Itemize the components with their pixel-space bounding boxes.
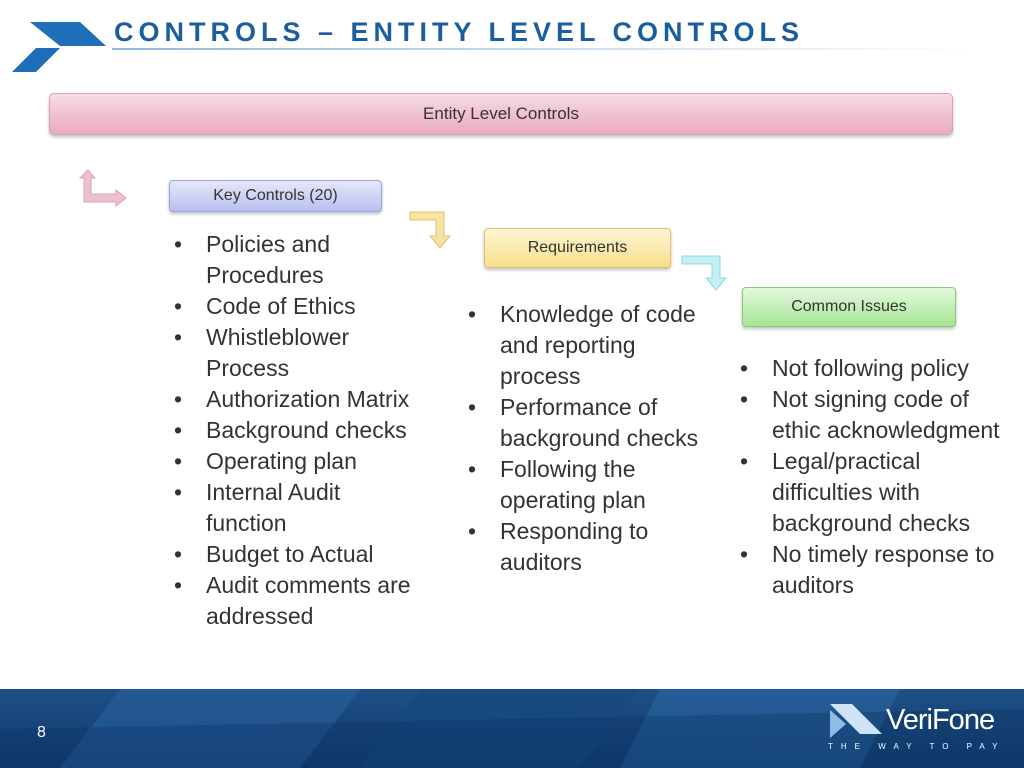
entity-level-controls-label: Entity Level Controls bbox=[423, 104, 579, 123]
pink-bent-arrow-icon bbox=[78, 166, 132, 210]
verifone-logo-icon bbox=[826, 700, 886, 740]
list-item: • Budget to Actual bbox=[174, 541, 374, 567]
list-item: • Knowledge of code and reporting process bbox=[468, 301, 696, 389]
requirements-list bbox=[466, 299, 716, 578]
requirements-label: Requirements bbox=[527, 239, 628, 256]
common-issues-list bbox=[738, 353, 1018, 601]
list-item: • Code of Ethics bbox=[174, 293, 356, 319]
list-item: • No timely response to auditors bbox=[740, 541, 995, 598]
list-item: • Whistleblower Process bbox=[174, 324, 350, 381]
list-item: • Responding to auditors bbox=[468, 518, 649, 575]
verifone-logo bbox=[826, 700, 1006, 756]
list-item: • Policies and Procedures bbox=[174, 231, 331, 288]
page-title: CONTROLS – ENTITY LEVEL CONTROLS bbox=[114, 17, 805, 47]
list-item: • Operating plan bbox=[174, 448, 357, 474]
list-item: • Not signing code of ethic acknowledgment bbox=[740, 386, 1000, 443]
brand-name: VeriFone bbox=[886, 704, 995, 736]
list-item: • Not following policy bbox=[740, 355, 969, 381]
list-item: • Following the operating plan bbox=[468, 456, 646, 513]
requirements-box bbox=[484, 228, 671, 268]
cyan-bent-arrow-icon bbox=[678, 250, 732, 294]
list-item: • Internal Audit function bbox=[174, 479, 341, 536]
title-divider bbox=[112, 48, 972, 50]
list-item: • Background checks bbox=[174, 417, 407, 443]
key-controls-label: Key Controls (20) bbox=[213, 187, 338, 204]
key-controls-box bbox=[169, 180, 382, 212]
list-item: • Audit comments are addressed bbox=[174, 572, 411, 629]
key-controls-list bbox=[172, 229, 422, 632]
list-item: • Performance of background checks bbox=[468, 394, 699, 451]
list-item: • Legal/practical difficulties with background checks bbox=[740, 448, 971, 536]
list-item: • Authorization Matrix bbox=[174, 386, 410, 412]
common-issues-box bbox=[742, 287, 956, 327]
page-number: 8 bbox=[37, 724, 46, 741]
common-issues-label: Common Issues bbox=[791, 298, 907, 315]
blue-chevron-logo-icon bbox=[0, 0, 110, 80]
entity-level-controls-bar bbox=[49, 93, 953, 135]
brand-tagline: THE WAY TO PAY bbox=[828, 742, 1006, 751]
